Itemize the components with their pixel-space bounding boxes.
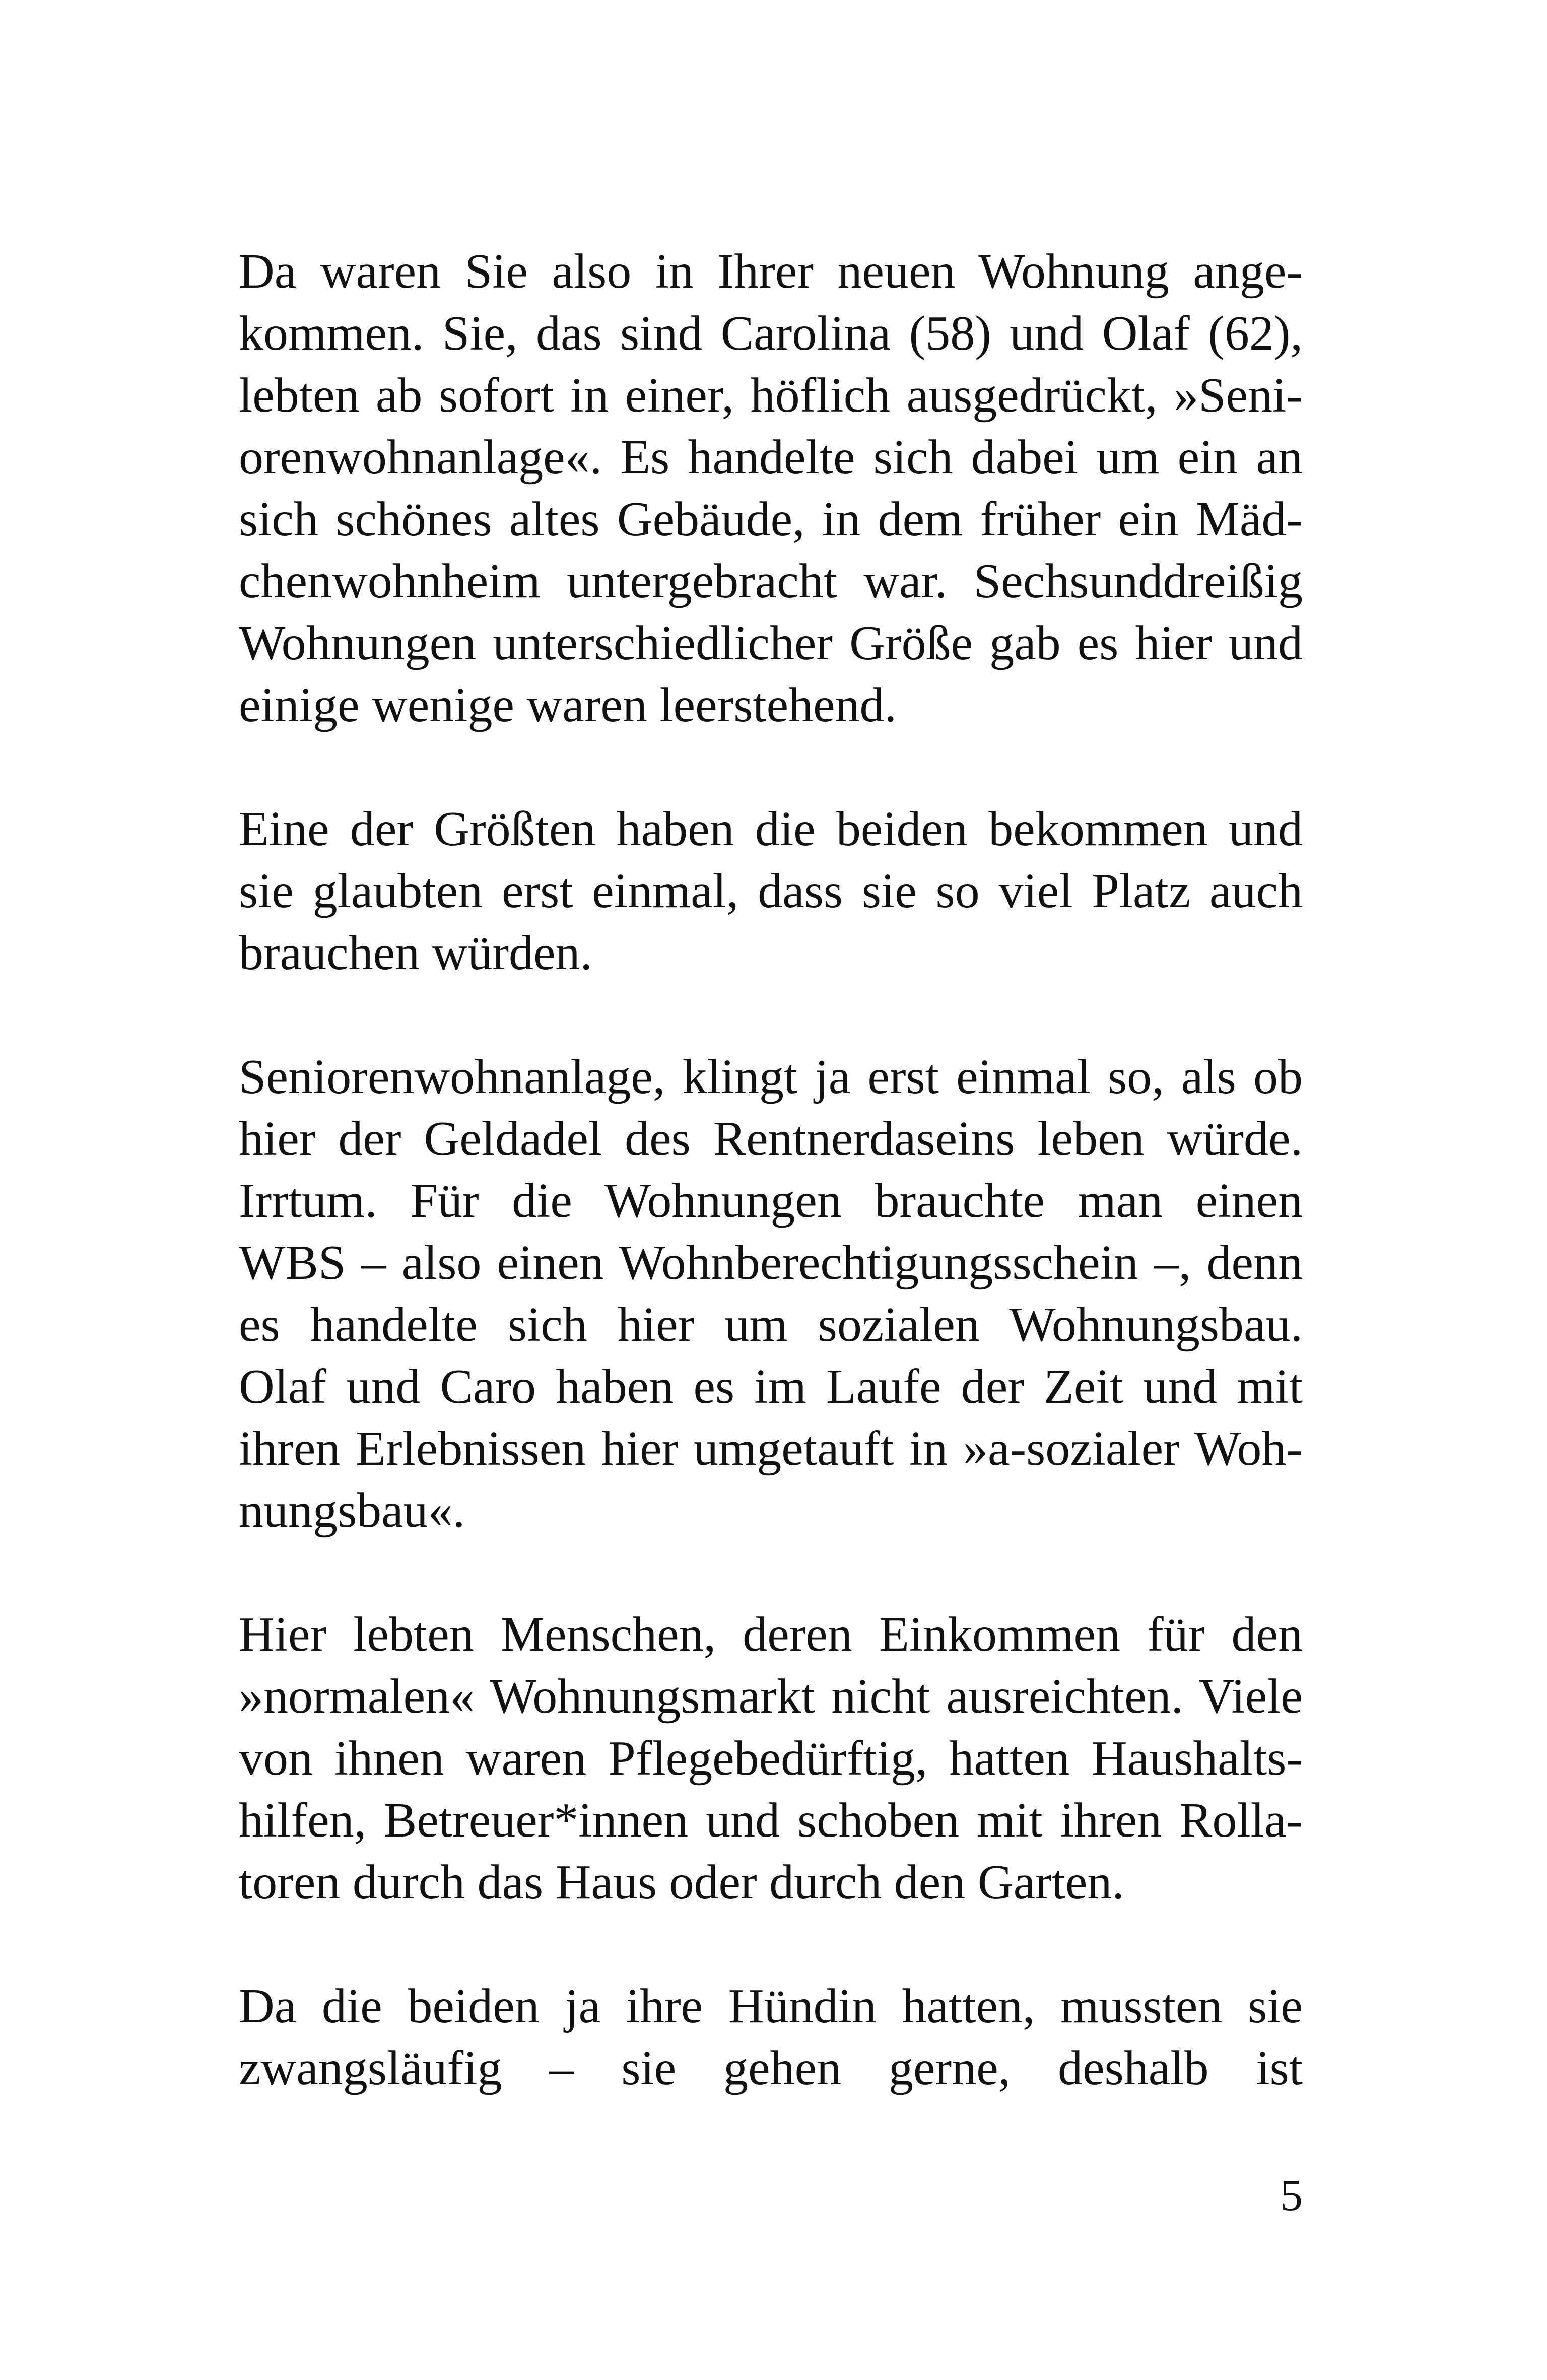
paragraph-gap	[239, 736, 1303, 798]
text-line: es handelte sich hier um sozialen Wohnungsbau.	[239, 1298, 1303, 1352]
text-line: von ihnen waren Pflegebedürftig, hatten Haushalts-	[239, 1731, 1303, 1786]
text-line: brauchen würden.	[239, 926, 593, 980]
text-line: »normalen« Wohnungsmarkt nicht ausreichten. Viele	[239, 1669, 1303, 1724]
page-number: 5	[1280, 2170, 1303, 2220]
paragraph	[239, 798, 1303, 984]
paragraph	[239, 1976, 1303, 2099]
text-line: hier der Geldadel des Rentnerdaseins leben würde.	[239, 1112, 1303, 1166]
text-line: Da die beiden ja ihre Hündin hatten, mussten sie	[239, 1979, 1303, 2033]
paragraph-gap	[239, 984, 1303, 1046]
text-line: WBS – also einen Wohnberechtigungsschein –, denn	[239, 1236, 1303, 1290]
text-line: Hier lebten Menschen, deren Einkommen für den	[239, 1607, 1303, 1662]
text-line: Da waren Sie also in Ihrer neuen Wohnung ange-	[239, 244, 1303, 299]
text-line: lebten ab sofort in einer, höflich ausgedrückt, »Seni-	[239, 368, 1303, 423]
text-line: sie glaubten erst einmal, dass sie so viel Platz auch	[239, 864, 1303, 918]
text-line: sich schönes altes Gebäude, in dem früher ein Mäd-	[239, 492, 1303, 547]
text-line: einige wenige waren leerstehend.	[239, 678, 897, 732]
text-line: chenwohnheim untergebracht war. Sechsunddreißig	[239, 554, 1303, 608]
text-line: Wohnungen unterschiedlicher Größe gab es hier und	[239, 616, 1303, 670]
text-line: toren durch das Haus oder durch den Garten.	[239, 1855, 1124, 1910]
text-line: Seniorenwohnanlage, klingt ja erst einmal so, als ob	[239, 1050, 1303, 1104]
text-line: Olaf und Caro haben es im Laufe der Zeit und mit	[239, 1359, 1303, 1414]
paragraph	[239, 1604, 1303, 1914]
text-line: Eine der Größten haben die beiden bekommen und	[239, 802, 1303, 856]
paragraph-gap	[239, 1542, 1303, 1604]
paragraph	[239, 1046, 1303, 1542]
paragraph	[239, 241, 1303, 736]
text-line: kommen. Sie, das sind Carolina (58) und Olaf (62),	[239, 306, 1303, 361]
paragraph-gap	[239, 1914, 1303, 1976]
text-line: hilfen, Betreuer*innen und schoben mit ihren Rolla-	[239, 1793, 1303, 1848]
text-line: orenwohnanlage«. Es handelte sich dabei um ein an	[239, 430, 1303, 485]
body-text	[239, 241, 1303, 2099]
text-line: Irrtum. Für die Wohnungen brauchte man einen	[239, 1174, 1303, 1228]
text-line: zwangsläufig – sie gehen gerne, deshalb ist	[239, 2041, 1303, 2095]
text-line: nungsbau«.	[239, 1483, 465, 1538]
text-line: ihren Erlebnissen hier umgetauft in »a-sozialer Woh-	[239, 1421, 1303, 1476]
